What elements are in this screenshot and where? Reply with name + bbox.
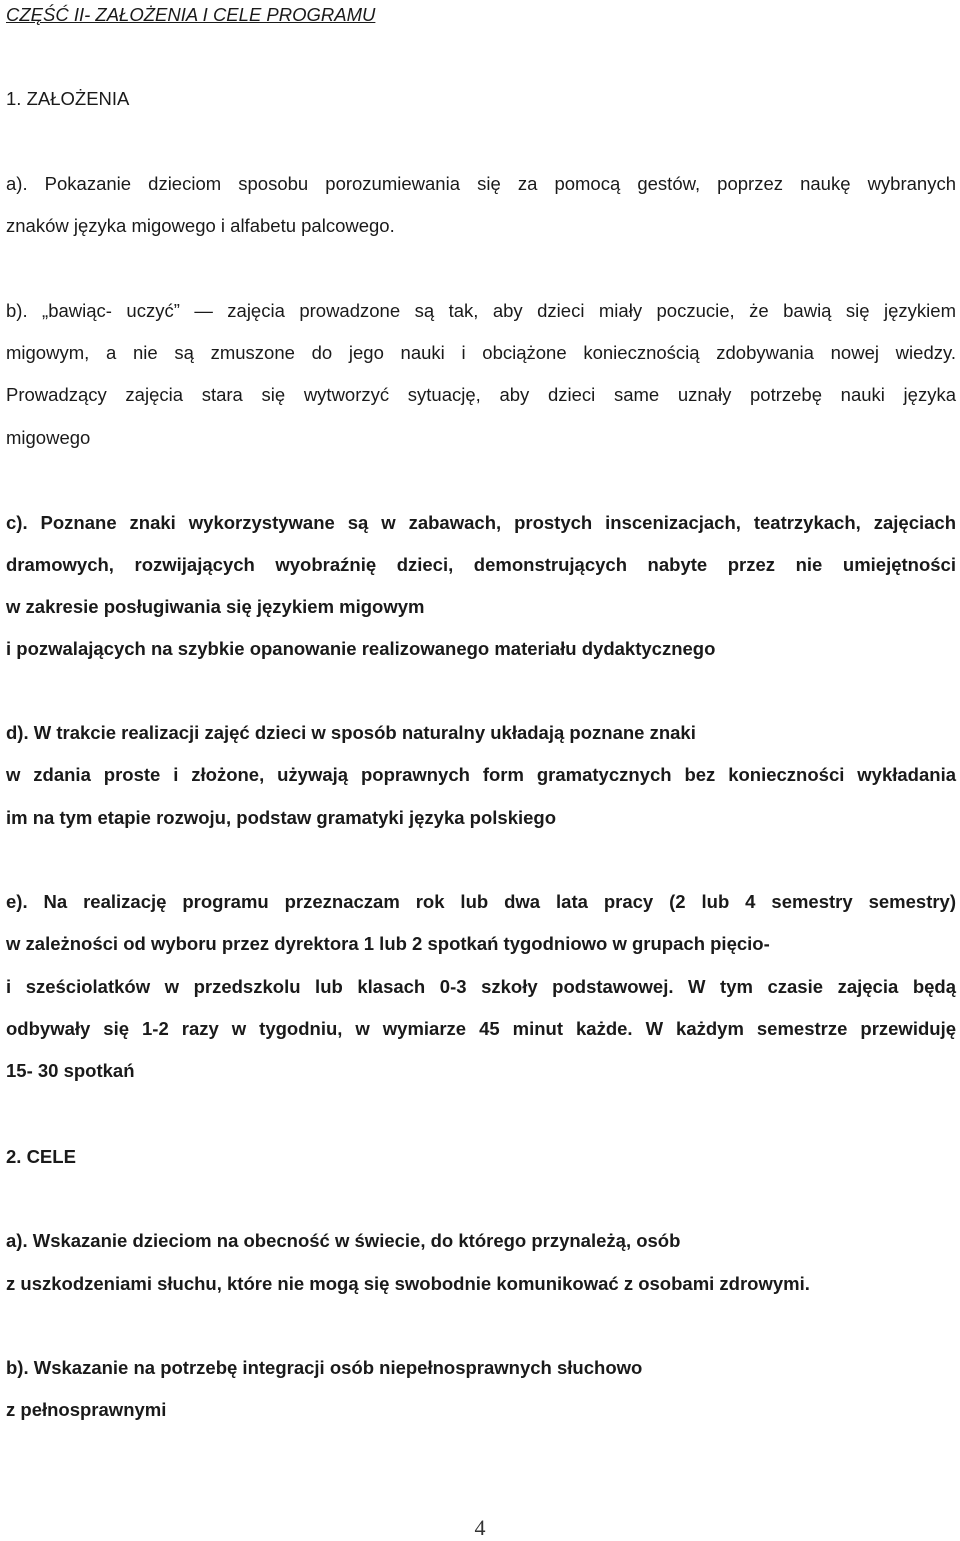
item-d-line-2: w zdania proste i złożone, używają poprawnych form gramatycznych bez konieczności wykładania bbox=[6, 764, 956, 785]
item-e-line-3: i sześciolatków w przedszkolu lub klasach 0-3 szkoły podstawowej. W tym czasie zajęcia będą bbox=[6, 976, 956, 997]
item-b-line-1: b). „bawiąc- uczyć” — zajęcia prowadzone są tak, aby dzieci miały poczucie, że bawią się językiem bbox=[6, 300, 956, 321]
item-c-line-1: c). Poznane znaki wykorzystywane są w zabawach, prostych inscenizacjach, teatrzykach, zajęciach bbox=[6, 512, 956, 533]
item-e-line-4: odbywały się 1-2 razy w tygodniu, w wymiarze 45 minut każde. W każdym semestrze przewiduję bbox=[6, 1018, 956, 1039]
item-c-line-2: dramowych, rozwijających wyobraźnię dzieci, demonstrujących nabyte przez nie umiejętności bbox=[6, 554, 956, 575]
section-2-heading: 2. CELE bbox=[6, 1146, 76, 1167]
part-title: CZĘŚĆ II- ZAŁOŻENIA I CELE PROGRAMU bbox=[6, 4, 376, 25]
section-1-heading: 1. ZAŁOŻENIA bbox=[6, 88, 130, 109]
goal-b-line-2: z pełnosprawnymi bbox=[6, 1399, 167, 1420]
item-c-line-4: i pozwalających na szybkie opanowanie realizowanego materiału dydaktycznego bbox=[6, 638, 716, 659]
item-a-line-1: a). Pokazanie dzieciom sposobu porozumiewania się za pomocą gestów, poprzez naukę wybranych bbox=[6, 173, 956, 194]
item-b-line-4: migowego bbox=[6, 427, 91, 448]
item-a-line-2: znaków języka migowego i alfabetu palcowego. bbox=[6, 215, 395, 236]
goal-a-line-2: z uszkodzeniami słuchu, które nie mogą się swobodnie komunikować z osobami zdrowymi. bbox=[6, 1273, 810, 1294]
item-b-line-2: migowym, a nie są zmuszone do jego nauki i obciążone koniecznością zdobywania nowej wiedzy. bbox=[6, 342, 956, 363]
item-e-line-5: 15- 30 spotkań bbox=[6, 1060, 135, 1081]
page-number: 4 bbox=[474, 1515, 486, 1540]
item-b-line-3: Prowadzący zajęcia stara się wytworzyć sytuację, aby dzieci same uznały potrzebę nauki języka bbox=[6, 384, 956, 405]
item-c-line-3: w zakresie posługiwania się językiem migowym bbox=[6, 596, 425, 617]
goal-b-line-1: b). Wskazanie na potrzebę integracji osób niepełnosprawnych słuchowo bbox=[6, 1357, 643, 1378]
item-d-line-3: im na tym etapie rozwoju, podstaw gramatyki języka polskiego bbox=[6, 807, 557, 828]
item-e-line-2: w zależności od wyboru przez dyrektora 1 lub 2 spotkań tygodniowo w grupach pięcio- bbox=[6, 933, 770, 954]
goal-a-line-1: a). Wskazanie dzieciom na obecność w świecie, do którego przynależą, osób bbox=[6, 1230, 681, 1251]
item-e-line-1: e). Na realizację programu przeznaczam rok lub dwa lata pracy (2 lub 4 semestry semestry) bbox=[6, 891, 956, 912]
item-d-line-1: d). W trakcie realizacji zajęć dzieci w sposób naturalny układają poznane znaki bbox=[6, 722, 696, 743]
